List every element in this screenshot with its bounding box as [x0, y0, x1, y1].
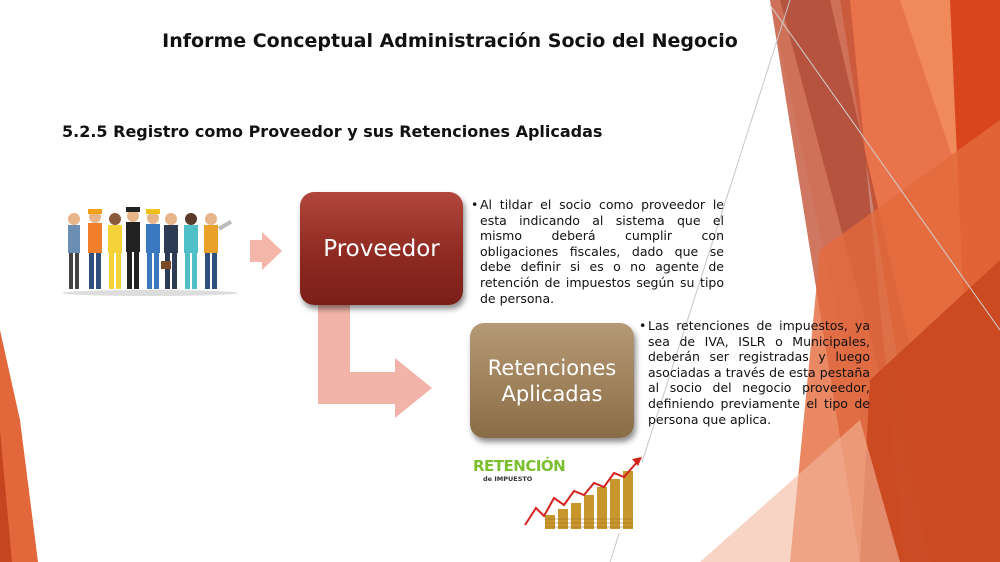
- section-heading: 5.2.5 Registro como Proveedor y sus Retenciones Aplicadas: [62, 122, 603, 141]
- workers-illustration: [60, 205, 240, 297]
- retenciones-box: [470, 323, 634, 438]
- retencion-image-title: RETENCIÓN: [473, 457, 566, 475]
- proveedor-bullet: [471, 197, 724, 306]
- retencion-image-subtitle: de IMPUESTO: [483, 475, 533, 483]
- retenciones-label-line2: Aplicadas: [501, 381, 603, 406]
- retenciones-label-line1: Retenciones: [487, 355, 617, 380]
- proveedor-bullet-text: Al tildar el socio como proveedor le esta indicando al sistema que el mismo deberá cumplir con obligaciones fiscales, dado que se debe definir si es o no agente de retención de impuestos según su tipo de persona.: [480, 197, 724, 306]
- bullet-dot: •: [471, 197, 479, 212]
- proveedor-label: Proveedor: [323, 235, 440, 262]
- page-title: Informe Conceptual Administración Socio del Negocio: [162, 30, 738, 52]
- bullet-dot: •: [639, 318, 647, 333]
- retenciones-bullet: [639, 318, 870, 427]
- retenciones-bullet-text: Las retenciones de impuestos, ya sea de IVA, ISLR o Municipales, deberán ser registradas y luego asociadas a través de esta pestaña al socio del negocio proveedor, definiendo previamente el tipo de persona que aplica.: [648, 318, 870, 427]
- proveedor-box: [300, 192, 463, 305]
